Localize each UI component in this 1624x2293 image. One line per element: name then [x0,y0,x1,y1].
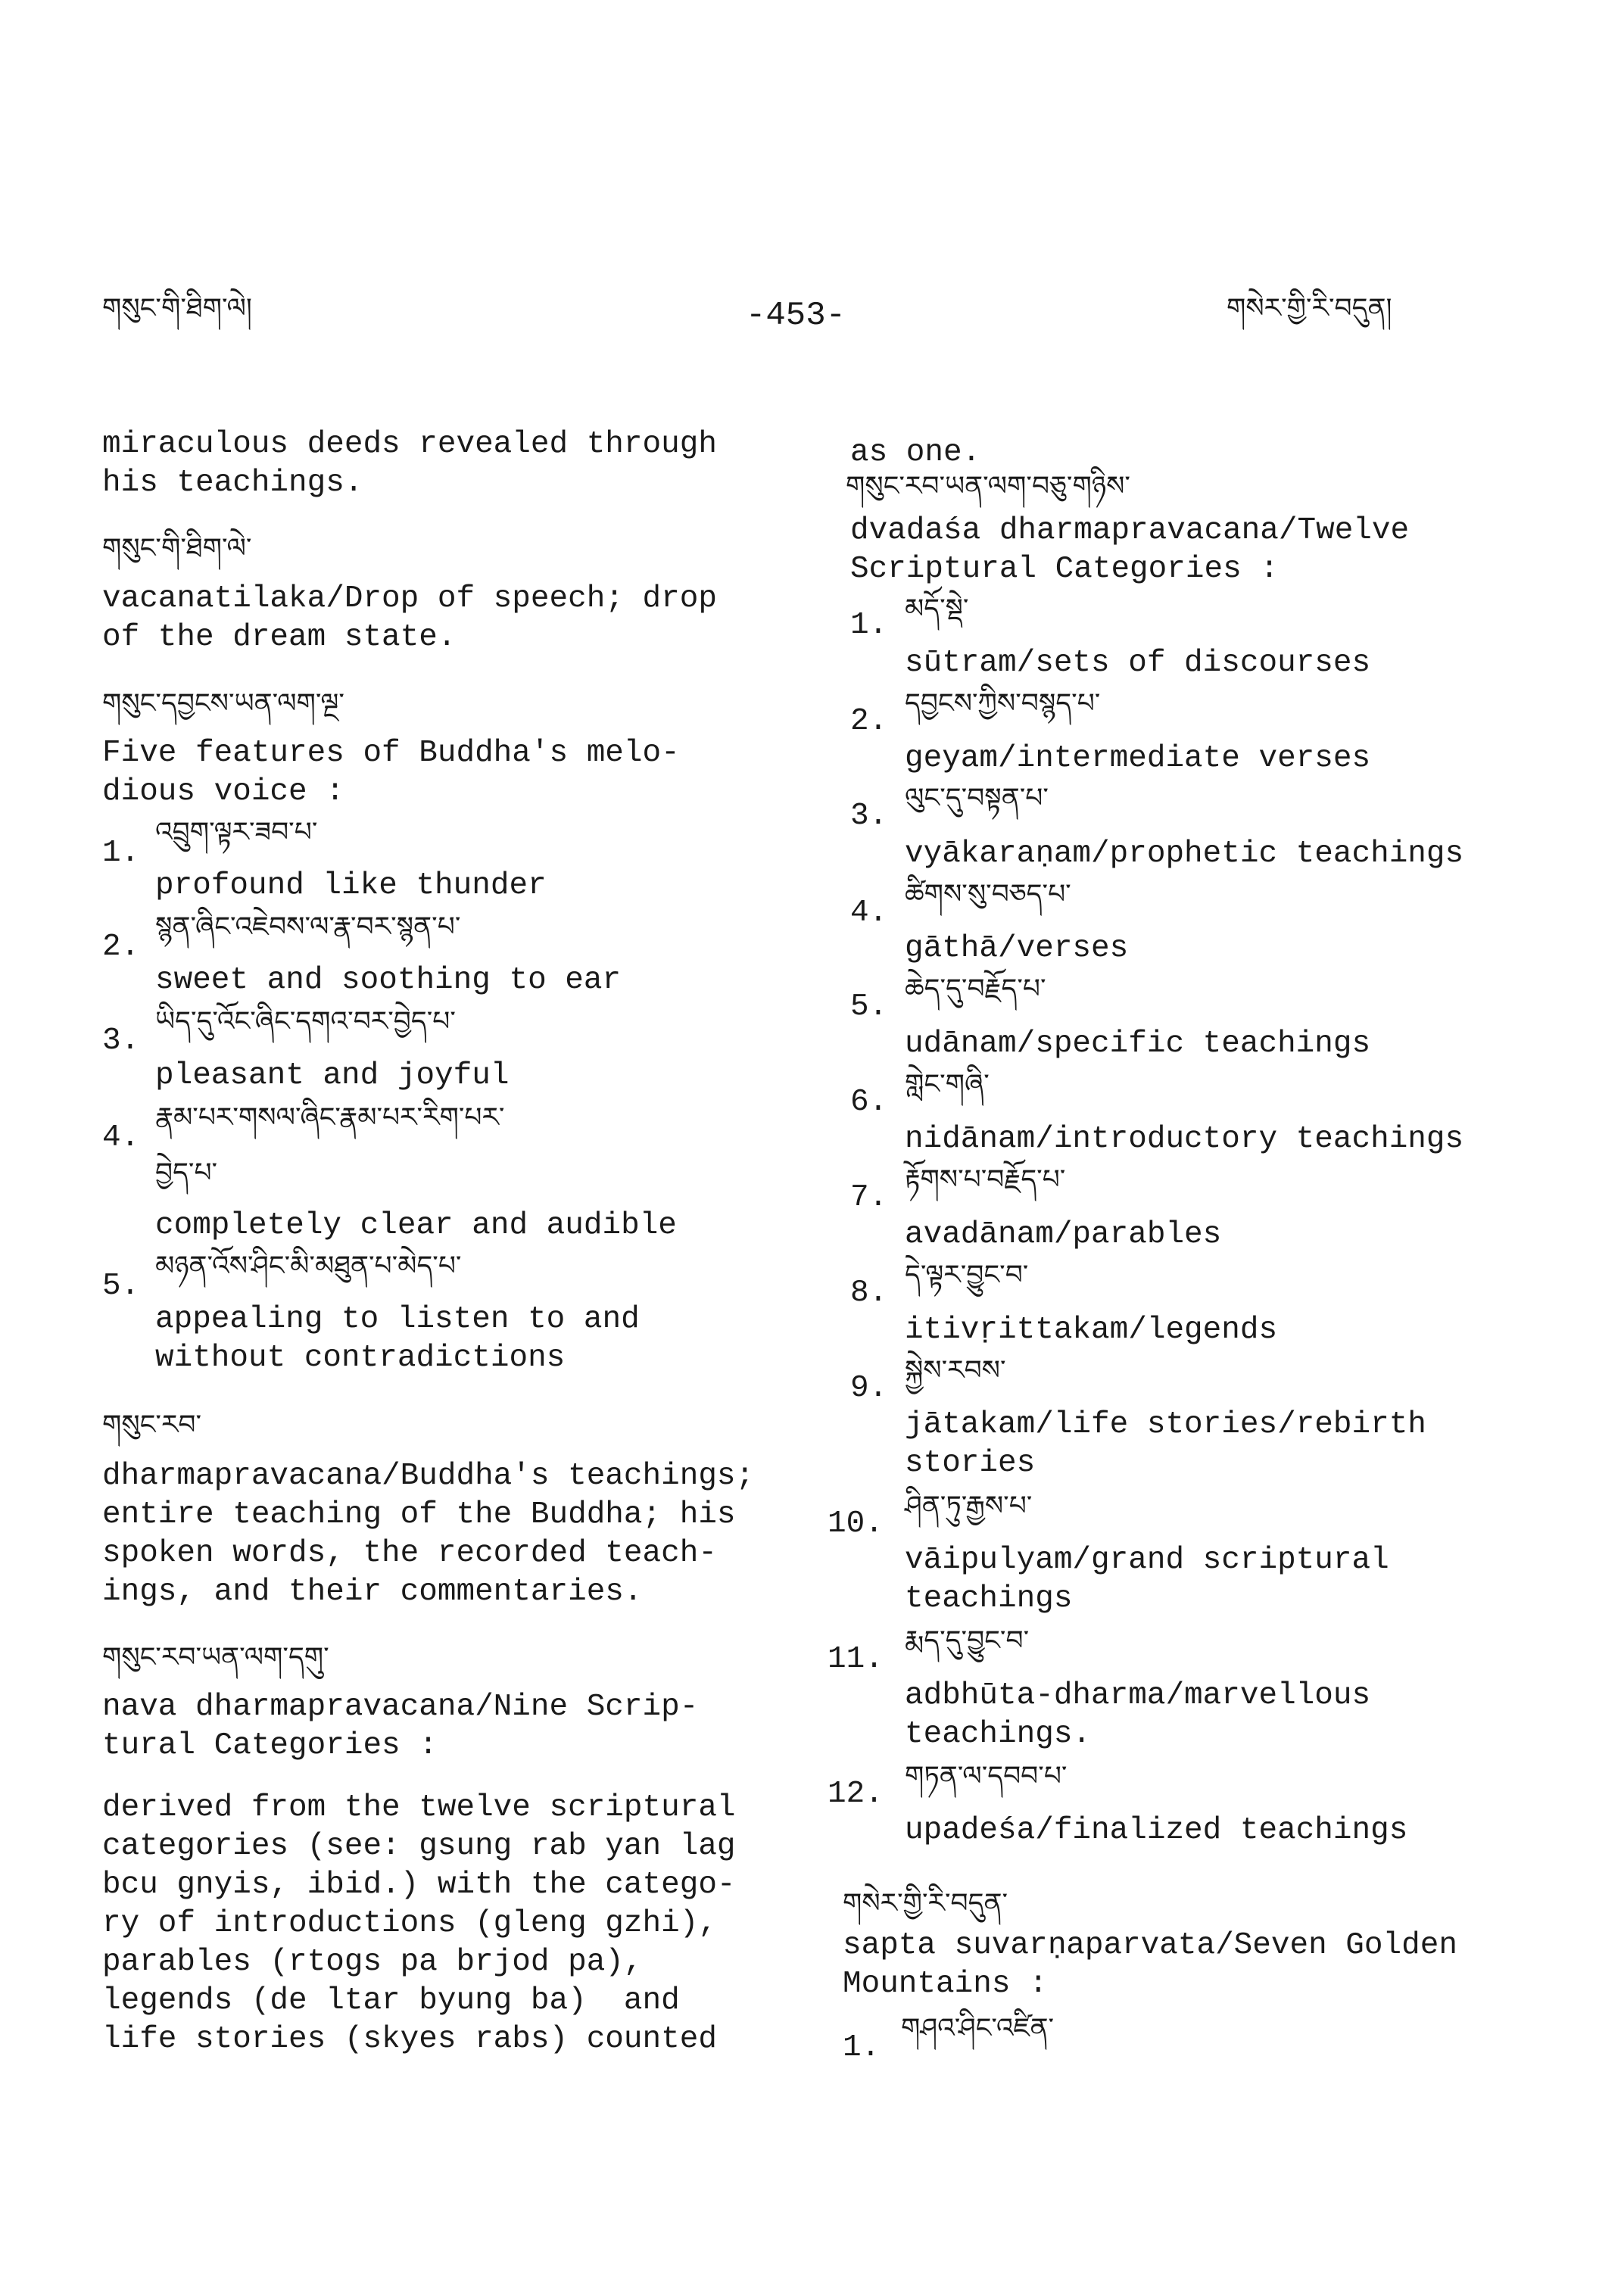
item-english: appealing to listen to and [155,1302,640,1337]
item-tibetan: རྟོགས་པ་བརྗོད་པ་ [905,1164,1066,1195]
item-tibetan: གླེང་གཞི་ [905,1069,990,1100]
item-english: stories [905,1446,1036,1481]
header-right-tibetan: གསེར་གྱི་རི་བདུན། [1227,293,1392,324]
item-tibetan: གཤའ་ཤིང་འཛིན་ [901,2013,1055,2044]
entry-definition: entire teaching of the Buddha; his [102,1497,736,1532]
entry-tibetan: གསུང་དབྱངས་ཡན་ལག་ལྔ་ [102,688,344,719]
left-intro-line-1: miraculous deeds revealed through [102,427,717,462]
entry-definition: of the dream state. [102,620,457,655]
body-line: categories (see: gsung rab yan lag [102,1829,736,1864]
entry-definition: sapta suvarṇaparvata/Seven Golden [843,1928,1457,1963]
item-english: gāthā/verses [905,931,1129,966]
item-number: 1. [843,2030,881,2065]
entry-definition: Mountains : [843,1967,1048,2002]
item-english: udānam/specific teachings [905,1027,1371,1061]
item-tibetan: ཆེད་དུ་བརྗོད་པ་ [905,974,1046,1005]
item-number: 6. [850,1085,888,1120]
item-english: profound like thunder [155,868,547,903]
item-number: 1. [102,836,140,871]
body-line: bcu gnyis, ibid.) with the catego- [102,1868,736,1902]
entry-tibetan: གསུང་རབ་ཡན་ལག་བཅུ་གཉིས་ [846,471,1130,502]
item-number: 2. [102,930,140,964]
item-tibetan: ལུང་དུ་བསྟན་པ་ [905,783,1049,814]
item-tibetan: ཤིན་ཏུ་རྒྱས་པ་ [905,1491,1033,1522]
item-number: 8. [850,1276,888,1310]
item-tibetan: ཚིགས་སུ་བཅད་པ་ [905,879,1071,910]
entry-definition: spoken words, the recorded teach- [102,1536,717,1571]
entry-tibetan: གསུང་རབ་ [102,1410,202,1441]
item-english: nidānam/introductory teachings [905,1122,1464,1157]
item-number: 11. [828,1642,884,1677]
item-tibetan: དབྱངས་ཀྱིས་བསྙད་པ་ [905,688,1101,719]
entry-definition: Scriptural Categories : [850,552,1279,587]
page-number: -453- [746,297,846,335]
entry-tibetan: གསེར་གྱི་རི་བདུན་ [843,1888,1008,1919]
entry-tibetan: གསུང་རབ་ཡན་ལག་དགུ་ [102,1642,329,1673]
entry-definition: tural Categories : [102,1728,438,1763]
entry-definition: dharmapravacana/Buddha's teachings; [102,1459,755,1494]
body-line: legends (de ltar byung ba) and [102,1983,680,2018]
entry-definition: Five features of Buddha's melo- [102,736,680,771]
item-english: pleasant and joyful [155,1058,510,1093]
item-english: completely clear and audible [155,1208,677,1243]
item-number: 3. [102,1023,140,1058]
item-number: 2. [850,704,888,739]
entry-definition: dvadaśa dharmapravacana/Twelve [850,513,1410,548]
item-number: 7. [850,1180,888,1215]
item-number: 4. [102,1120,140,1155]
item-tibetan: འབྲུག་ལྟར་ཟབ་པ་ [155,817,318,848]
item-english: adbhūta-dharma/marvellous [905,1678,1371,1713]
item-english: upadeśa/finalized teachings [905,1813,1408,1848]
item-tibetan: རྣམ་པར་གསལ་ཞིང་རྣམ་པར་རིག་པར་ [155,1102,505,1133]
item-english: sūtram/sets of discourses [905,646,1371,681]
item-number: 12. [828,1777,884,1812]
right-intro: as one. [850,435,981,470]
item-tibetan: སྐྱེས་རབས་ [905,1355,1006,1386]
body-line: derived from the twelve scriptural [102,1790,736,1825]
item-number: 1. [850,608,888,643]
entry-definition: dious voice : [102,774,344,809]
item-english: vāipulyam/grand scriptural [905,1543,1389,1578]
body-line: life stories (skyes rabs) counted [102,2022,717,2057]
item-number: 5. [102,1269,140,1304]
item-tibetan-continued: བྱེད་པ་ [155,1157,218,1189]
item-tibetan: མཉན་འོས་ཤིང་མི་མཐུན་པ་མེད་པ་ [155,1251,462,1282]
entry-tibetan: གསུང་གི་ཐིག་ལེ་ [102,533,252,564]
item-english: vyākaraṇam/prophetic teachings [905,837,1464,871]
item-english: avadānam/parables [905,1217,1222,1252]
item-number: 10. [828,1506,884,1541]
entry-definition: vacanatilaka/Drop of speech; drop [102,581,717,616]
item-english: jātakam/life stories/rebirth [905,1407,1426,1442]
item-english: geyam/intermediate verses [905,741,1371,776]
item-number: 3. [850,799,888,833]
item-number: 9. [850,1371,888,1406]
item-english: sweet and soothing to ear [155,963,622,998]
item-english: without contradictions [155,1341,566,1375]
left-intro-line-2: his teachings. [102,466,363,500]
item-english: teachings. [905,1717,1092,1752]
header-left-tibetan: གསུང་གི་ཐིག་ལེ། [102,293,252,324]
item-number: 4. [850,896,888,930]
entry-definition: nava dharmapravacana/Nine Scrip- [102,1690,699,1724]
item-tibetan: སྙན་ཞིང་འཇེབས་ལ་རྣ་བར་སྙན་པ་ [155,911,461,942]
item-tibetan: མདོ་སྡེ་ [905,594,969,625]
item-tibetan: རྨད་དུ་བྱུང་བ་ [905,1625,1030,1656]
item-english: teachings [905,1581,1073,1616]
item-tibetan: ཡིད་དུ་འོང་ཞིང་དགའ་བར་བྱེད་པ་ [155,1006,456,1037]
item-tibetan: དེ་ལྟར་བྱུང་བ་ [905,1260,1029,1291]
item-number: 5. [850,989,888,1024]
body-line: ry of introductions (gleng gzhi), [102,1906,717,1941]
entry-definition: ings, and their commentaries. [102,1575,643,1609]
item-tibetan: གཏན་ལ་དབབ་པ་ [905,1761,1068,1792]
item-english: itivṛittakam/legends [905,1313,1278,1347]
body-line: parables (rtogs pa brjod pa), [102,1945,643,1980]
